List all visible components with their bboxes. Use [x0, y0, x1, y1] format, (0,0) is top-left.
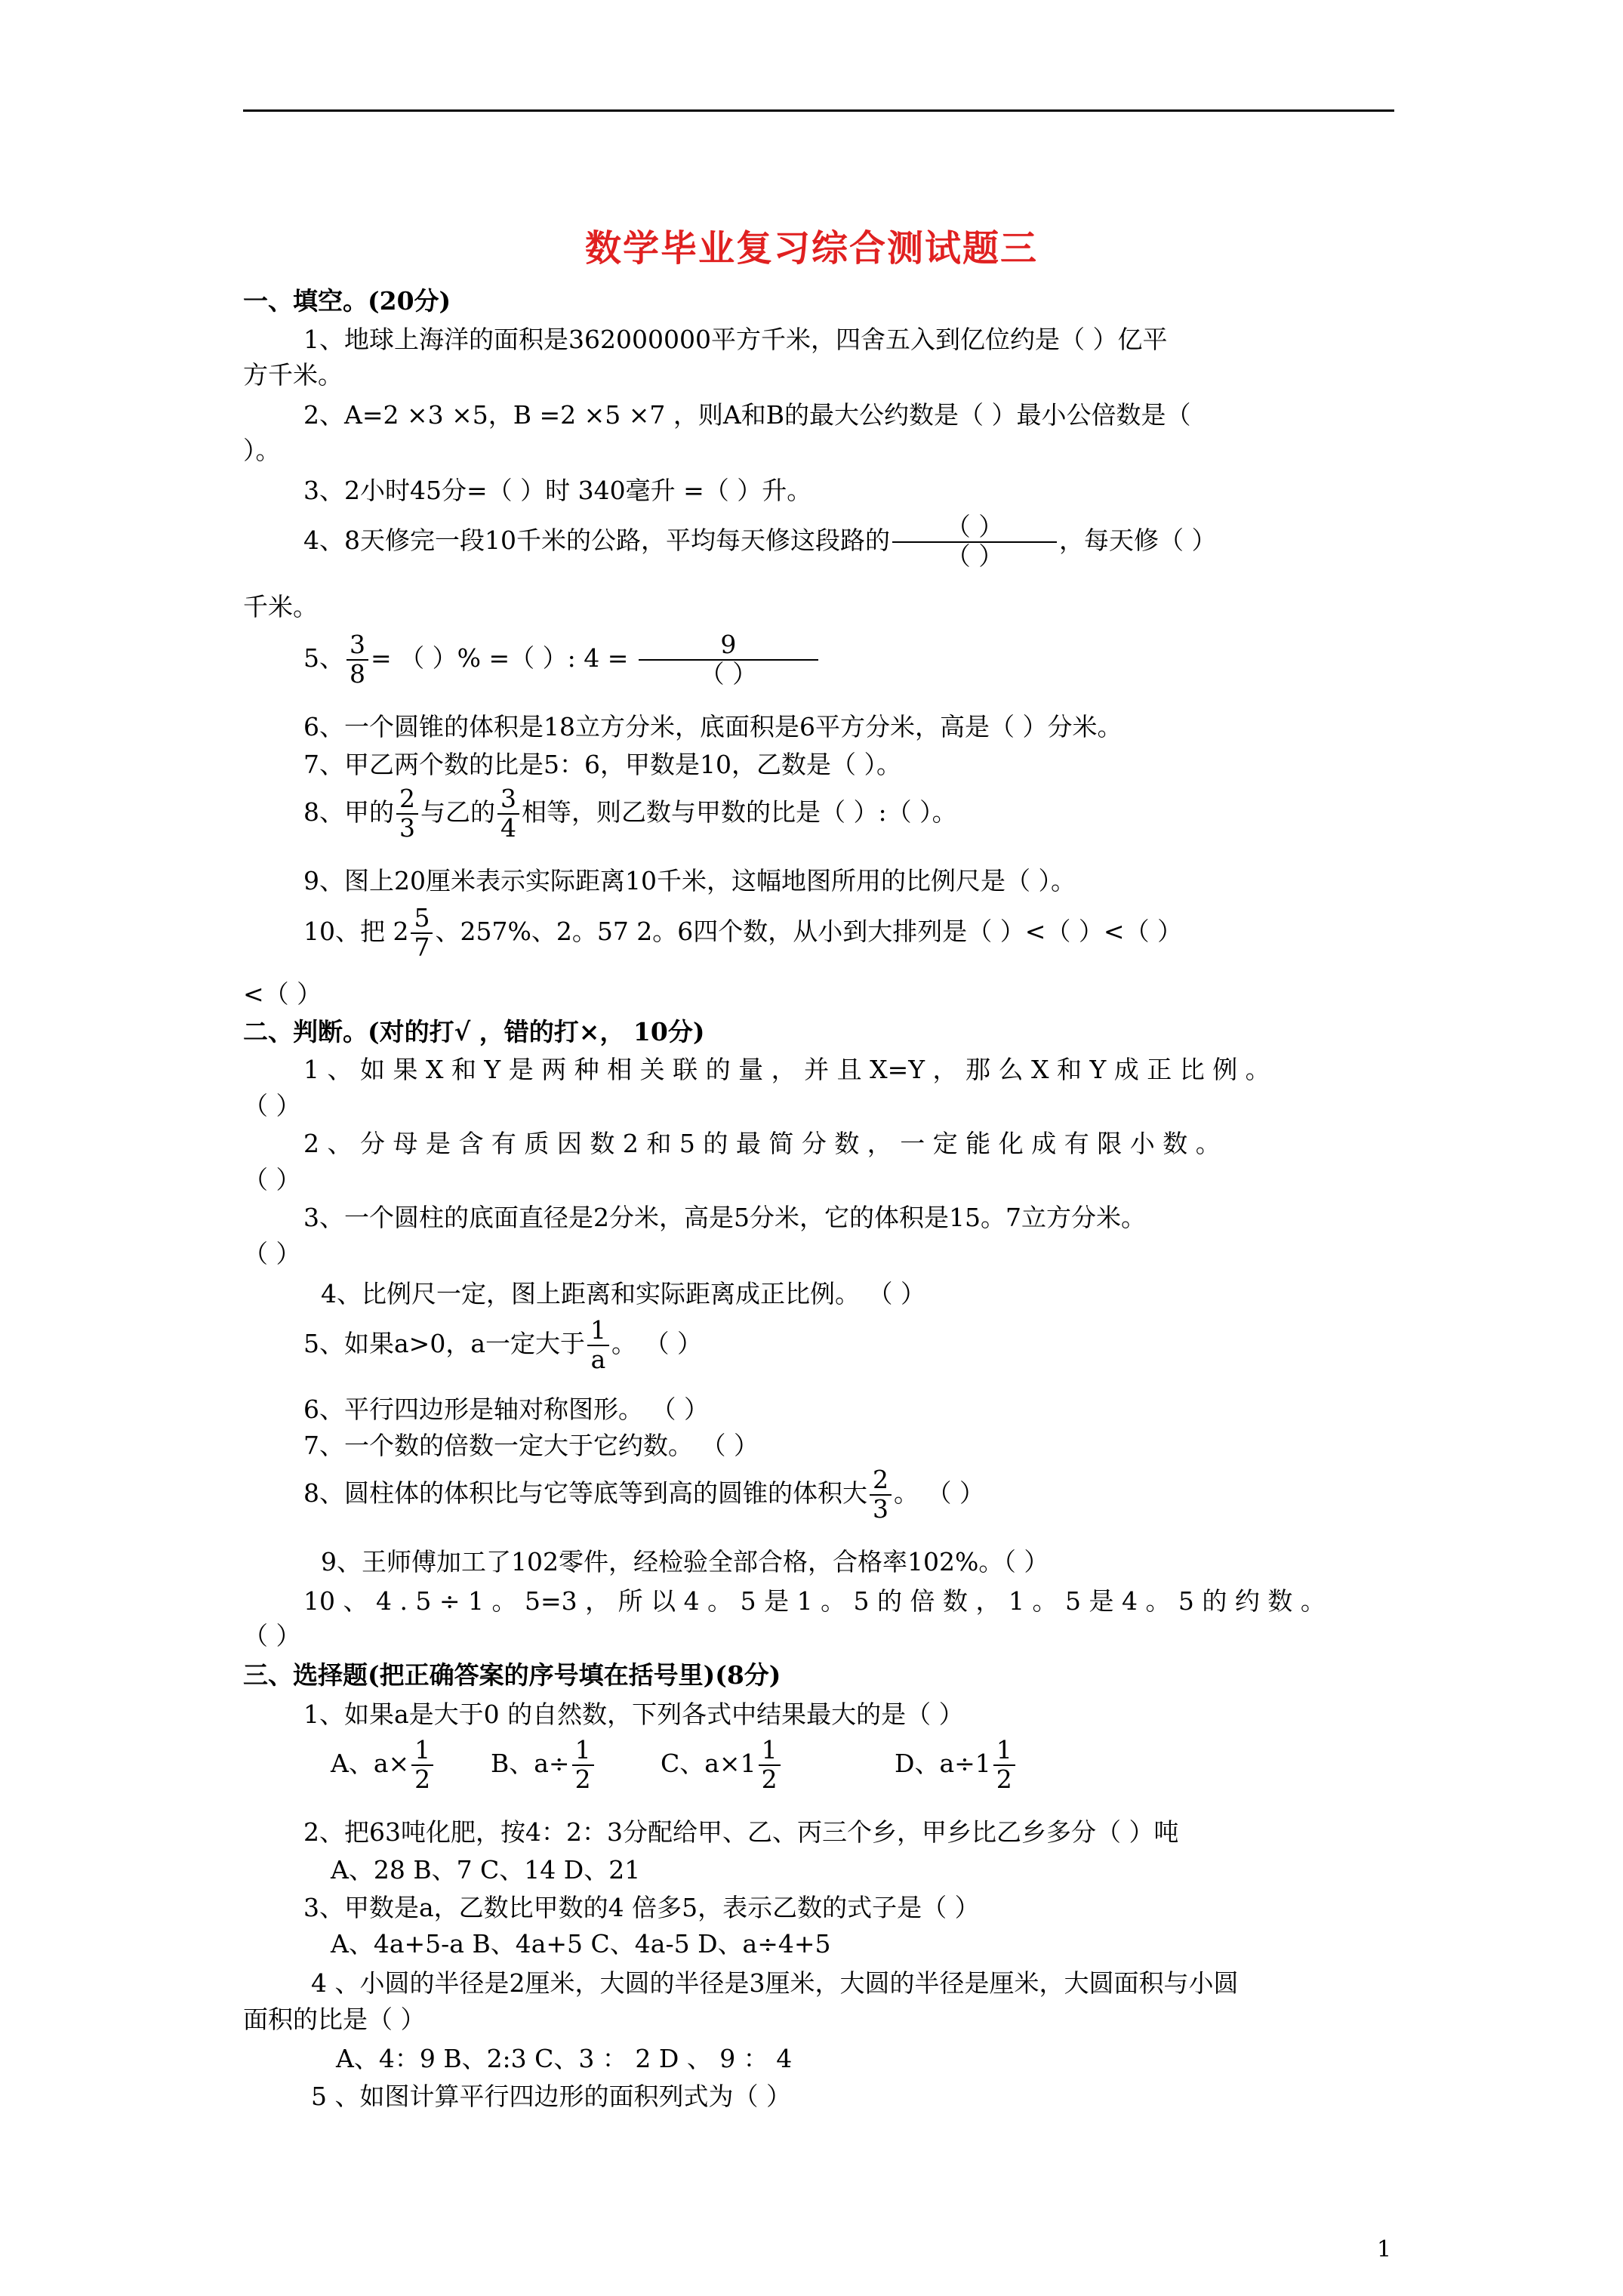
option-a: A、a× $\frac{1}{2}$ — [331, 1749, 436, 1778]
fraction: $\frac{1}{2}$ — [572, 1737, 594, 1794]
fill-q4-line1: 4、8天修完一段10千米的公路，平均每天修这段路的 $\frac{( )}{( )}$ ，每天修（ ） — [303, 512, 1217, 571]
fraction: $\frac{1}{2}$ — [759, 1737, 781, 1794]
judge-q3-line2: （ ） — [243, 1239, 301, 1268]
section-heading-judge: 二、判断。(对的打√ ，错的打×， 10分) — [243, 1017, 705, 1046]
choice-q2: 2、把63吨化肥，按4：2：3分配给甲、乙、丙三个乡，甲乡比乙乡多分（ ）吨 — [303, 1817, 1179, 1847]
fraction: $\frac{( )}{( )}$ — [892, 513, 1057, 571]
fraction: $\frac{1}{2}$ — [993, 1737, 1015, 1794]
fraction: $\frac{2}{3}$ — [870, 1466, 892, 1524]
fill-q6: 6、一个圆锥的体积是18立方分米，底面积是6平方分米，高是（ ）分米。 — [303, 712, 1123, 741]
fill-q5: 5、 $\frac{3}{8}$ = （ ）% =（ ）: 4 = $\frac{9}{( )}$ — [303, 631, 821, 689]
choice-q2-options: A、28 B、7 C、14 D、21 — [331, 1855, 641, 1885]
page-title: 数学毕业复习综合测试题三 — [584, 227, 1038, 270]
choice-q5: 5 、如图计算平行四边形的面积列式为（ ） — [311, 2082, 791, 2111]
fraction: $\frac{5}{7}$ — [411, 905, 433, 962]
judge-q8: 8、圆柱体的体积比与它等底等到高的圆锥的体积大 $\frac{2}{3}$ 。 （ ） — [303, 1465, 984, 1524]
judge-q6: 6、平行四边形是轴对称图形。 （ ） — [303, 1395, 709, 1424]
page-number: 1 — [1377, 2236, 1392, 2263]
choice-q1: 1、如果a是大于0 的自然数，下列各式中结果最大的是（ ） — [303, 1700, 964, 1729]
judge-q2-line2: （ ） — [243, 1165, 301, 1194]
fraction: $\frac{3}{4}$ — [497, 785, 519, 843]
fill-q3: 3、2小时45分=（ ）时 340毫升 =（ ）升。 — [303, 476, 812, 505]
fraction: $\frac{9}{( )}$ — [639, 631, 818, 689]
section-heading-fill: 一、填空。(20分) — [243, 286, 451, 316]
choice-q4-line1: 4 、小圆的半径是2厘米，大圆的半径是3厘米，大圆的半径是厘米，大圆面积与小圆 — [311, 1968, 1239, 1998]
judge-q2-line1: 2 、 分 母 是 含 有 质 因 数 2 和 5 的 最 简 分 数 ， 一 定 能 化 成 有 限 小 数 。 — [303, 1129, 1221, 1158]
fill-q4-line2: 千米。 — [243, 592, 318, 621]
judge-q3-line1: 3、一个圆柱的底面直径是2分米，高是5分米，它的体积是15。7立方分米。 — [303, 1203, 1146, 1232]
fill-q1-line1: 1、地球上海洋的面积是362000000平方千米，四舍五入到亿位约是（ ）亿平 — [303, 325, 1168, 354]
fill-q9: 9、图上20厘米表示实际距离10千米，这幅地图所用的比例尺是（ ）。 — [303, 866, 1076, 895]
fraction: $\frac{1}{a}$ — [587, 1317, 609, 1374]
judge-q10-line1: 10 、 4 . 5 ÷ 1 。 5=3 ， 所 以 4 。 5 是 1 。 5 的 倍 数 ， 1 。 5 是 4 。 5 的 约 数 。 — [303, 1586, 1326, 1616]
judge-q1-line1: 1 、 如 果 X 和 Y 是 两 种 相 关 联 的 量 ， 并 且 X=Y ， 那 么 X 和 Y 成 正 比 例 。 — [303, 1055, 1270, 1084]
fill-q2-line2: ）。 — [243, 436, 281, 465]
judge-q9: 9、王师傅加工了102零件，经检验全部合格，合格率102%。（ ） — [321, 1547, 1049, 1576]
judge-q1-line2: （ ） — [243, 1091, 301, 1120]
choice-q4-options: A、4：9 B、2:3 C、3 ： 2 D 、 9 ： 4 — [336, 2044, 793, 2073]
judge-q5: 5、如果a>0，a一定大于 $\frac{1}{a}$ 。 （ ） — [303, 1315, 702, 1374]
section-heading-choice: 三、选择题(把正确答案的序号填在括号里)(8分) — [243, 1660, 781, 1690]
fraction: $\frac{1}{2}$ — [411, 1737, 433, 1794]
fill-q1-line2: 方千米。 — [243, 360, 343, 390]
fill-q10-line2: <（ ） — [243, 979, 322, 1009]
option-d: D、a÷1 $\frac{1}{2}$ — [895, 1737, 1018, 1794]
judge-q10-line2: （ ） — [243, 1621, 301, 1650]
choice-q4-line2: 面积的比是（ ） — [243, 2005, 426, 2034]
fill-q10-line1: 10、把 2 $\frac{5}{7}$ 、257%、2。57 2。6四个数，从小到大排列是（ ）<（ ）<（ ） — [303, 903, 1183, 962]
choice-q1-options — [331, 1737, 436, 1794]
option-c: C、a×1 $\frac{1}{2}$ — [661, 1737, 783, 1794]
fraction: $\frac{3}{8}$ — [346, 631, 368, 689]
fill-q2-line1: 2、A=2 ×3 ×5，B =2 ×5 ×7 ，则A和B的最大公约数是（ ）最小公倍数是（ — [303, 400, 1191, 430]
choice-q3: 3、甲数是a，乙数比甲数的4 倍多5，表示乙数的式子是（ ） — [303, 1893, 980, 1922]
judge-q7: 7、一个数的倍数一定大于它约数。 （ ） — [303, 1431, 759, 1460]
header-rule — [243, 109, 1394, 112]
fill-q8: 8、甲的 $\frac{2}{3}$ 与乙的 $\frac{3}{4}$ 相等，则乙数与甲数的比是（ ）:（ ）。 — [303, 784, 957, 843]
option-b: B、a÷ $\frac{1}{2}$ — [491, 1737, 596, 1794]
choice-q3-options: A、4a+5-a B、4a+5 C、4a-5 D、a÷4+5 — [331, 1929, 831, 1959]
fraction: $\frac{2}{3}$ — [396, 785, 418, 843]
fill-q7: 7、甲乙两个数的比是5：6，甲数是10，乙数是（ ）。 — [303, 750, 901, 779]
judge-q4: 4、比例尺一定，图上距离和实际距离成正比例。 （ ） — [321, 1279, 925, 1308]
